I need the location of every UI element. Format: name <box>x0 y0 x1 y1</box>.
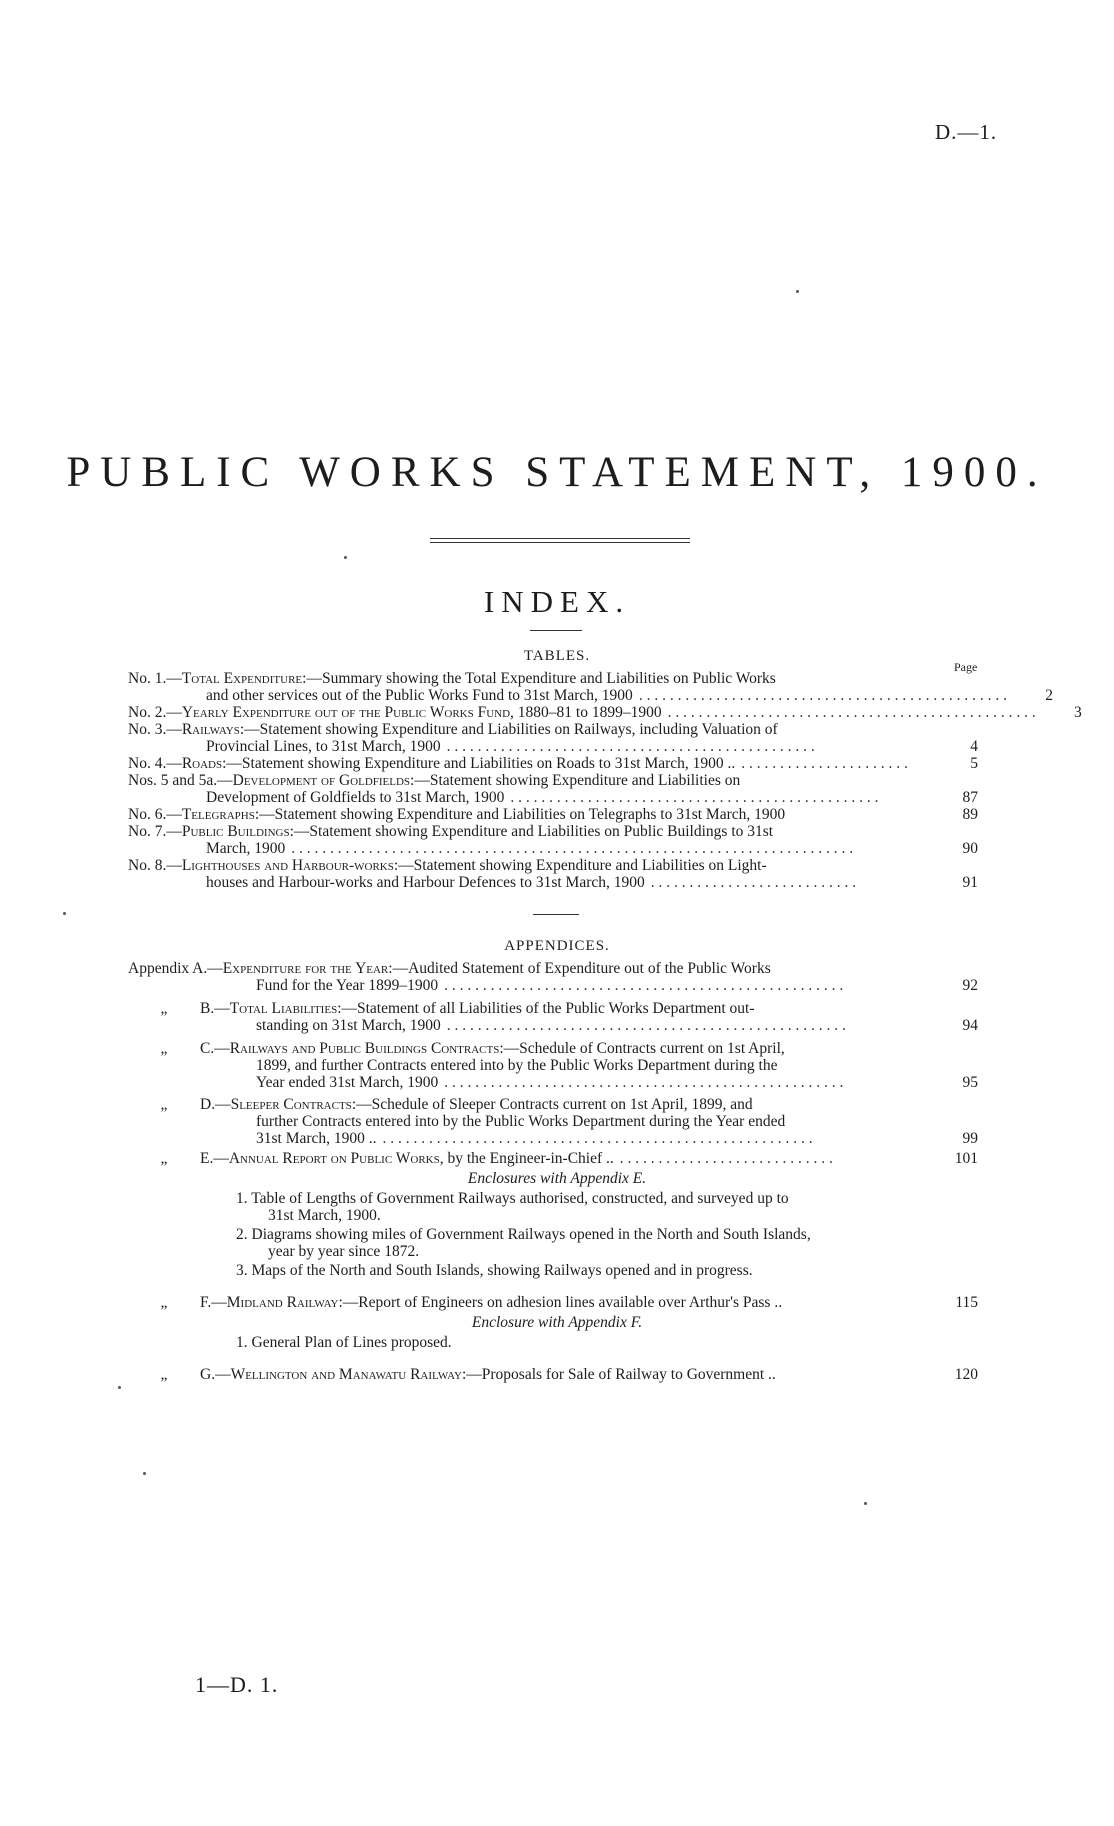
appendix-letter: C.— <box>200 1040 230 1057</box>
leader-dots: . . . . . . . . . . . . . . . . . . . . . . . . . . . . . . . . . . . . . . . . . . . . . . . . <box>638 687 1007 704</box>
table-entry-4 <box>128 755 978 772</box>
title-rule <box>430 538 690 543</box>
ditto-mark: „ <box>160 1000 168 1017</box>
table-entry-5 <box>128 772 978 806</box>
entry-number: No. 4.— <box>128 755 182 772</box>
page-number: 3 <box>1073 704 1082 721</box>
page-number: 99 <box>962 1130 978 1147</box>
entry-text: :—Statement showing Expenditure and Liabilities on <box>410 772 741 789</box>
appendix-entry-b <box>128 1000 978 1034</box>
footer-code: 1—D. 1. <box>195 1672 279 1697</box>
enclosure-text: 1. General Plan of Lines proposed. <box>236 1334 452 1351</box>
enclosure-f-heading: Enclosure with Appendix F. <box>471 1314 643 1331</box>
entry-text: :—Summary showing the Total Expenditure and Liabilities on Public Works <box>302 670 776 687</box>
appendix-entry-g <box>128 1366 978 1383</box>
page-number: 101 <box>954 1150 978 1167</box>
appendix-letter: E.— <box>200 1150 229 1167</box>
entry-heading: Yearly Expenditure out of the Public Works Fund <box>181 704 511 721</box>
entry-text: :—Statement showing Expenditure and Liabilities on Telegraphs to 31st March, 1900 <box>254 806 786 823</box>
leader-dots: . . . . . . . . . . . . . . . . . . . . . . <box>741 755 908 772</box>
enclosures-e-heading: Enclosures with Appendix E. <box>467 1170 647 1187</box>
entry-text: and other services out of the Public Works Fund to 31st March, 1900 <box>206 687 633 704</box>
entry-number: No. 8.— <box>128 857 182 874</box>
entry-text: :—Statement showing Expenditure and Liabilities on Roads to 31st March, 1900 .. <box>222 755 736 772</box>
enclosure-item <box>236 1334 452 1351</box>
entry-heading: Expenditure for the Year <box>222 960 389 977</box>
entry-heading: Total Liabilities <box>229 1000 338 1017</box>
entry-text: , 1880–81 to 1899–1900 <box>510 704 662 721</box>
leader-dots: . . . . . . . . . . . . . . . . . . . . . . . . . . . . . . . . . . . . . . . . . . . . . . . . . . . . <box>444 977 844 994</box>
ditto-mark: „ <box>160 1096 168 1113</box>
page-number: 87 <box>962 789 978 806</box>
entry-text: :—Statement of all Liabilities of the Public Works Department out- <box>337 1000 755 1017</box>
enclosure-text: 3. Maps of the North and South Islands, showing Railways opened and in progress. <box>236 1262 753 1279</box>
leader-dots: . . . . . . . . . . . . . . . . . . . . . . . . . . . . . . . . . . . . . . . . . . . . . . . . . . . . . . . . . . . . . . . . . . . . . . . . . <box>291 840 854 857</box>
table-entry-6 <box>128 806 978 823</box>
appendix-entry-e <box>128 1150 978 1167</box>
entry-heading: Annual Report on Public Works <box>228 1150 440 1167</box>
appendix-entry-a <box>128 960 978 994</box>
page-number: 92 <box>962 977 978 994</box>
page-number: 5 <box>970 755 978 772</box>
entry-number: No. 1.— <box>128 670 182 687</box>
appendix-entry-d <box>128 1096 978 1147</box>
entry-heading: Telegraphs <box>181 806 255 823</box>
entry-text: March, 1900 <box>206 840 286 857</box>
table-entry-2 <box>128 704 1082 721</box>
leader-dots: . . . . . . . . . . . . . . . . . . . . . . . . . . . <box>650 874 857 891</box>
entry-text: :—Schedule of Sleeper Contracts current on 1st April, 1899, and <box>351 1096 753 1113</box>
table-entry-3 <box>128 721 978 755</box>
entry-text: Year ended 31st March, 1900 <box>256 1074 439 1091</box>
entry-text: :—Statement showing Expenditure and Liabilities on Light- <box>393 857 767 874</box>
page-title: PUBLIC WORKS STATEMENT, 1900. <box>66 449 1048 496</box>
entry-text: :—Schedule of Contracts current on 1st April, <box>499 1040 785 1057</box>
page-number: 120 <box>954 1366 978 1383</box>
page-number: 94 <box>962 1017 978 1034</box>
enclosure-text: 31st March, 1900. <box>268 1207 381 1224</box>
entry-text: :—Statement showing Expenditure and Liabilities on Public Buildings to 31st <box>289 823 774 840</box>
page-number: 4 <box>970 738 978 755</box>
scan-speck <box>143 1472 146 1475</box>
entry-heading: Public Buildings <box>181 823 290 840</box>
entry-number: No. 7.— <box>128 823 182 840</box>
table-entry-7 <box>128 823 978 857</box>
leader-dots: . . . . . . . . . . . . . . . . . . . . . . . . . . . . . . . . . . . . . . . . . . . . . . . . . . . . <box>444 1074 844 1091</box>
enclosure-item <box>236 1190 789 1224</box>
page-number: 2 <box>1045 687 1053 704</box>
enclosure-item <box>236 1262 753 1279</box>
document-code: D.—1. <box>935 120 998 144</box>
entry-number: No. 2.— <box>128 704 182 721</box>
tables-heading: TABLES. <box>523 648 591 664</box>
entry-heading: Roads <box>181 755 223 772</box>
scan-speck <box>344 556 347 559</box>
entry-text: 31st March, 1900 .. <box>256 1130 377 1147</box>
ditto-mark: „ <box>160 1294 168 1311</box>
entry-heading: Total Expenditure <box>181 670 303 687</box>
enclosure-text: year by year since 1872. <box>268 1243 420 1260</box>
appendix-prefix: Appendix A.— <box>128 960 223 977</box>
leader-dots: . . . . . . . . . . . . . . . . . . . . . . . . . . . . . . . . . . . . . . . . . . . . . . . . <box>446 738 815 755</box>
appendix-letter: G.— <box>200 1366 231 1383</box>
index-rule <box>530 630 582 631</box>
entry-number: No. 3.— <box>128 721 182 738</box>
entry-text: Fund for the Year 1899–1900 <box>256 977 439 994</box>
entry-text: :—Audited Statement of Expenditure out of the Public Works <box>388 960 771 977</box>
leader-dots <box>782 1294 938 1311</box>
page-column-heading: Page <box>954 660 978 674</box>
page-number: 91 <box>962 874 978 891</box>
entry-heading: Development of Goldfields <box>232 772 411 789</box>
appendix-letter: F.— <box>200 1294 227 1311</box>
entry-text: 1899, and further Contracts entered into by the Public Works Department during the <box>256 1057 778 1074</box>
ditto-mark: „ <box>160 1366 168 1383</box>
entry-text: further Contracts entered into by the Public Works Department during the Year ended <box>256 1113 786 1130</box>
leader-dots: . . . . . . . . . . . . . . . . . . . . . . . . . . . . <box>619 1150 833 1167</box>
entry-text: Provincial Lines, to 31st March, 1900 <box>206 738 441 755</box>
scan-speck <box>118 1386 121 1389</box>
leader-dots: . . . . . . . . . . . . . . . . . . . . . . . . . . . . . . . . . . . . . . . . . . . . . . . . . . . . . . . . <box>382 1130 813 1147</box>
leader-dots: . . . . . . . . . . . . . . . . . . . . . . . . . . . . . . . . . . . . . . . . . . . . . . . . <box>510 789 879 806</box>
entry-heading: Railways and Public Buildings Contracts <box>229 1040 500 1057</box>
page-number: 95 <box>962 1074 978 1091</box>
index-title: INDEX. <box>483 584 631 619</box>
scan-speck <box>864 1502 867 1505</box>
section-rule <box>533 914 579 915</box>
leader-dots: . . . . . . . . . . . . . . . . . . . . . . . . . . . . . . . . . . . . . . . . . . . . . . . . . . . . <box>446 1017 846 1034</box>
appendix-entry-f <box>128 1294 978 1311</box>
table-entry-1 <box>128 670 1053 704</box>
appendix-letter: D.— <box>200 1096 231 1113</box>
scan-speck <box>796 290 799 293</box>
page-number: 115 <box>955 1294 978 1311</box>
entry-heading: Railways <box>181 721 240 738</box>
entry-text: Development of Goldfields to 31st March, 1900 <box>206 789 505 806</box>
entry-text: houses and Harbour-works and Harbour Defences to 31st March, 1900 <box>206 874 645 891</box>
appendix-letter: B.— <box>200 1000 230 1017</box>
entry-text: :—Report of Engineers on adhesion lines available over Arthur's Pass .. <box>338 1294 783 1311</box>
entry-heading: Lighthouses and Harbour-works <box>181 857 394 874</box>
page-number: 89 <box>962 806 978 823</box>
entry-text: , by the Engineer-in-Chief .. <box>439 1150 614 1167</box>
enclosure-text: 1. Table of Lengths of Government Railways authorised, constructed, and surveyed up to <box>236 1190 789 1207</box>
entry-text: :—Statement showing Expenditure and Liabilities on Railways, including Valuation of <box>239 721 778 738</box>
ditto-mark: „ <box>160 1040 168 1057</box>
appendices-heading: APPENDICES. <box>504 938 610 954</box>
leader-dots: . . . . . . . . . . . . . . . . . . . . . . . . . . . . . . . . . . . . . . . . . . . . . . . . <box>667 704 1036 721</box>
scan-speck <box>63 912 66 915</box>
page-number: 90 <box>962 840 978 857</box>
leader-dots <box>776 1366 938 1383</box>
entry-text: standing on 31st March, 1900 <box>256 1017 441 1034</box>
appendix-entry-c <box>128 1040 978 1091</box>
leader-dots <box>785 806 938 823</box>
enclosure-text: 2. Diagrams showing miles of Government Railways opened in the North and South Islands, <box>236 1226 811 1243</box>
enclosure-item <box>236 1226 811 1260</box>
entry-number: Nos. 5 and 5a.— <box>128 772 233 789</box>
entry-text: :—Proposals for Sale of Railway to Government .. <box>461 1366 776 1383</box>
entry-heading: Wellington and Manawatu Railway <box>230 1366 462 1383</box>
ditto-mark: „ <box>160 1150 168 1167</box>
entry-heading: Sleeper Contracts <box>230 1096 352 1113</box>
entry-heading: Midland Railway <box>226 1294 339 1311</box>
table-entry-8 <box>128 857 978 891</box>
entry-number: No. 6.— <box>128 806 182 823</box>
